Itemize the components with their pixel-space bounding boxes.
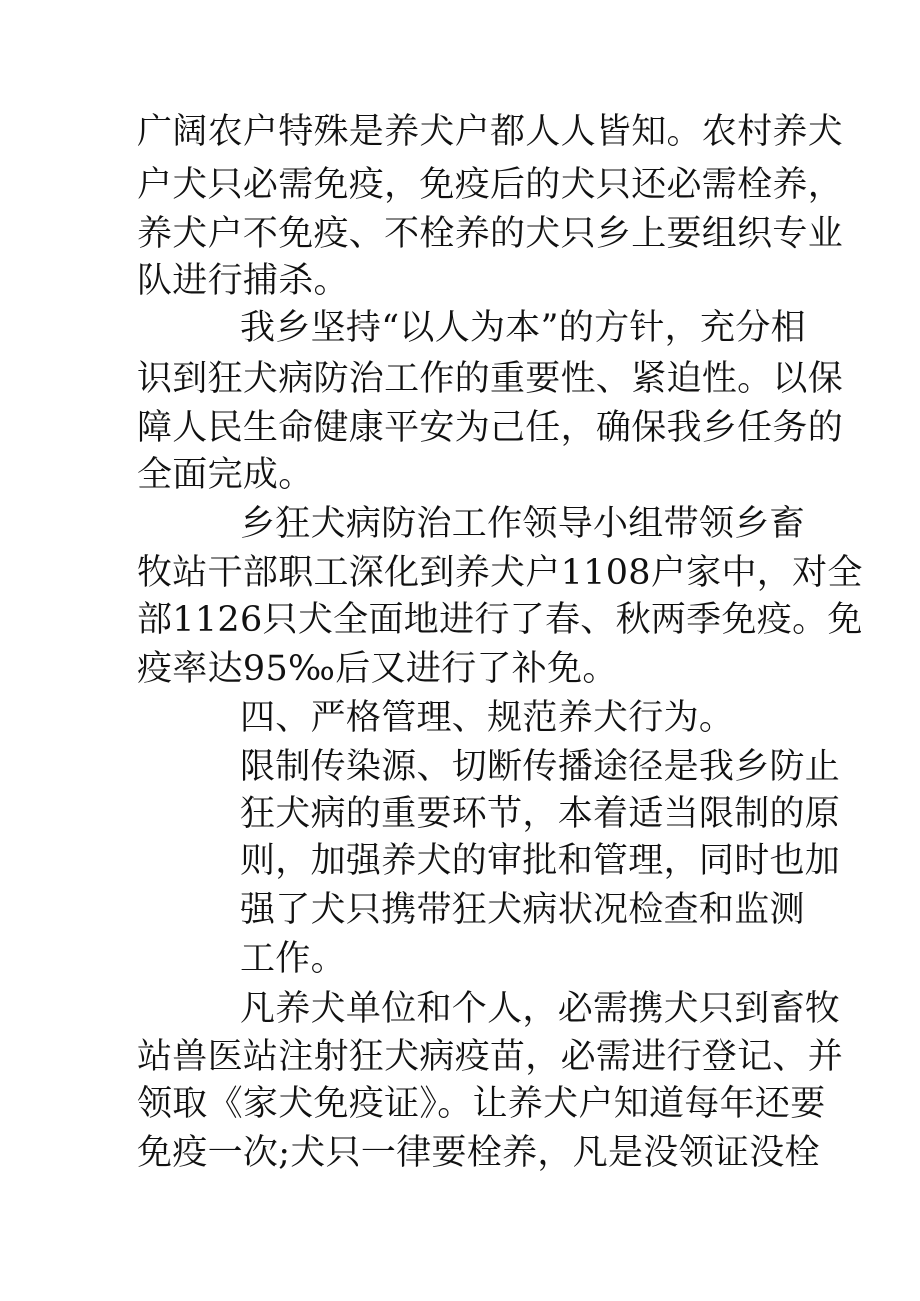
text-line-20: 站兽医站注射狂犬病疫苗，必需进行登记、并 xyxy=(137,1037,844,1077)
section-heading: 四、严格管理、规范养犬行为。 xyxy=(240,698,735,738)
text-line-11: 部1126只犬全面地进行了春、秋两季免疫。免 xyxy=(137,600,863,640)
text-line-19: 凡养犬单位和个人，必需携犬只到畜牧 xyxy=(240,989,841,1029)
text-line-8: 全面完成。 xyxy=(137,455,314,495)
text-line-2: 户犬只必需免疫，免疫后的犬只还必需栓养， xyxy=(137,165,844,205)
text-line-1: 广阔农户特殊是养犬户都人人皆知。农村养犬 xyxy=(137,112,844,152)
text-line-17: 强了犬只携带狂犬病状况检查和监测 xyxy=(240,890,805,930)
text-line-14: 限制传染源、切断传播途径是我乡防止 xyxy=(240,747,841,787)
text-line-16: 则，加强养犬的审批和管理，同时也加 xyxy=(240,841,841,881)
text-line-6: 识到狂犬病防治工作的重要性、紧迫性。以保 xyxy=(137,359,844,399)
text-line-12: 疫率达95‰后又进行了补免。 xyxy=(137,649,618,689)
text-line-3: 养犬户不免疫、不栓养的犬只乡上要组织专业 xyxy=(137,214,844,254)
text-line-10: 牧站干部职工深化到养犬户1108户家中，对全 xyxy=(137,553,863,593)
text-line-15: 狂犬病的重要环节，本着适当限制的原 xyxy=(240,794,841,834)
text-line-21: 领取《家犬免疫证》。让养犬户知道每年还要 xyxy=(137,1084,826,1124)
text-line-7: 障人民生命健康平安为己任，确保我乡任务的 xyxy=(137,408,844,448)
text-line-22: 免疫一次;犬只一律要栓养，凡是没领证没栓 xyxy=(137,1133,820,1173)
text-line-9: 乡狂犬病防治工作领导小组带领乡畜 xyxy=(240,504,805,544)
text-line-4: 队进行捕杀。 xyxy=(137,261,349,301)
text-line-18: 工作。 xyxy=(240,939,346,979)
text-line-5: 我乡坚持“以人为本”的方针，充分相 xyxy=(240,308,806,348)
